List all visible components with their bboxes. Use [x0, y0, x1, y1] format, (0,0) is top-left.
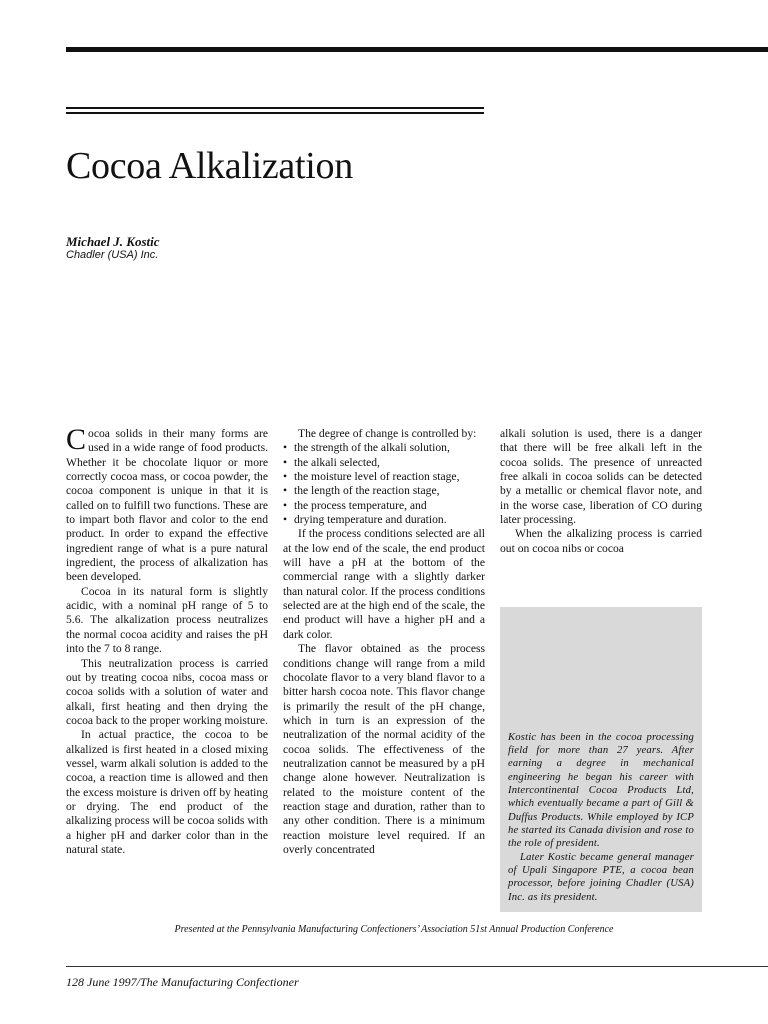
list-item: • the process temperature, and: [283, 499, 485, 513]
paragraph: [66, 423, 268, 585]
title-rule-lower: [66, 112, 484, 114]
body-column-1: [66, 423, 268, 857]
paragraph-text: ocoa solids in their many forms are used in a wide range of food products. Whether it be chocolate liquor or more correctly cocoa mass, or cocoa powder, the cocoa component is unique in that it is called on to fulfill two functions. These are to impart both flavor and color to the end product. In order to expand the effective ingredient range of what is a pure natural ingredient, the process of alkalization has been developed.: [66, 427, 268, 584]
body-column-2: [283, 427, 485, 857]
paragraph: The degree of change is controlled by:: [298, 427, 477, 440]
author-name: Michael J. Kostic: [66, 234, 160, 249]
list-item: • the alkali selected,: [283, 456, 485, 470]
author-affiliation: Chadler (USA) Inc.: [66, 249, 159, 261]
page-folio: 128 June 1997/The Manufacturing Confectioner: [66, 975, 299, 989]
paragraph: In actual practice, the cocoa to be alkalized is first heated in a closed mixing vessel, warm alkali solution is added to the cocoa, a reaction time is allowed and then the excess moisture is driven off by heating or drying. The end product of the alkalizing process will be cocoa solids with a higher pH and darker color than in the natural state.: [66, 728, 268, 856]
list-item: • the moisture level of reaction stage,: [283, 470, 485, 484]
body-column-3: [500, 427, 702, 556]
author-bio-box: [500, 607, 702, 912]
author-bio: [508, 731, 694, 904]
list-item: • the length of the reaction stage,: [283, 484, 485, 498]
conference-footnote: Presented at the Pennsylvania Manufacturing Confectioners’ Association 51st Annual Production Conference: [174, 924, 614, 935]
paragraph: If the process conditions selected are all at the low end of the scale, the end product will have a pH at the bottom of the commercial range with a slightly darker than natural color. If the process conditions selected are at the high end of the scale, the end product will have a higher pH and a dark color.: [283, 527, 485, 641]
title-rule-upper: [66, 107, 484, 109]
paragraph: alkali solution is used, there is a danger that there will be free alkali left in the cocoa solids. The presence of unreacted free alkali in cocoa solids can be detected by a metallic or chemical flavor note, and in the worse case, liberation of CO during later processing.: [500, 427, 702, 527]
paragraph: Cocoa in its natural form is slightly acidic, with a nominal pH range of 5 to 5.6. The alkalization process neutralizes the normal cocoa acidity and raises the pH into the 7 to 8 range.: [66, 584, 268, 656]
drop-cap: C: [66, 423, 87, 456]
list-item: • drying temperature and duration.: [283, 513, 485, 527]
paragraph: When the alkalizing process is carried out on cocoa nibs or cocoa: [500, 527, 702, 555]
bio-paragraph: Later Kostic became general manager of Upali Singapore PTE, a cocoa bean processor, before joining Chadler (USA) Inc. as its president.: [508, 851, 694, 903]
bullet-list: [283, 441, 485, 527]
top-rule: [66, 47, 768, 52]
paragraph: The flavor obtained as the process conditions change will range from a mild chocolate flavor to a very bland flavor to a bitter harsh cocoa note. This flavor change is primarily the result of the pH change, which in turn is an expression of the neutralization of the normal acidity of the cocoa solids. The effectiveness of the neutralization cannot be measured by a pH change alone however. Neutralization is related to the moisture content of the reaction stage and duration, rather than to any other condition. There is a minimum reaction moisture level required. If an overly concentrated: [283, 642, 485, 856]
list-item: • the strength of the alkali solution,: [283, 441, 485, 455]
bio-paragraph: Kostic has been in the cocoa processing field for more than 27 years. After earning a degree in mechanical engineering he began his career with Intercontinental Cocoa Products Ltd, which eventually became a part of Gill & Duffus Products. While employed by ICP he started its Canada division and rose to the role of president.: [508, 731, 694, 850]
bottom-rule: [66, 966, 768, 967]
article-title: Cocoa Alkalization: [66, 145, 353, 187]
paragraph: This neutralization process is carried out by treating cocoa nibs, cocoa mass or cocoa solids with a solution of water and alkali, first heating and then drying the cocoa back to the proper working moisture.: [66, 656, 268, 727]
